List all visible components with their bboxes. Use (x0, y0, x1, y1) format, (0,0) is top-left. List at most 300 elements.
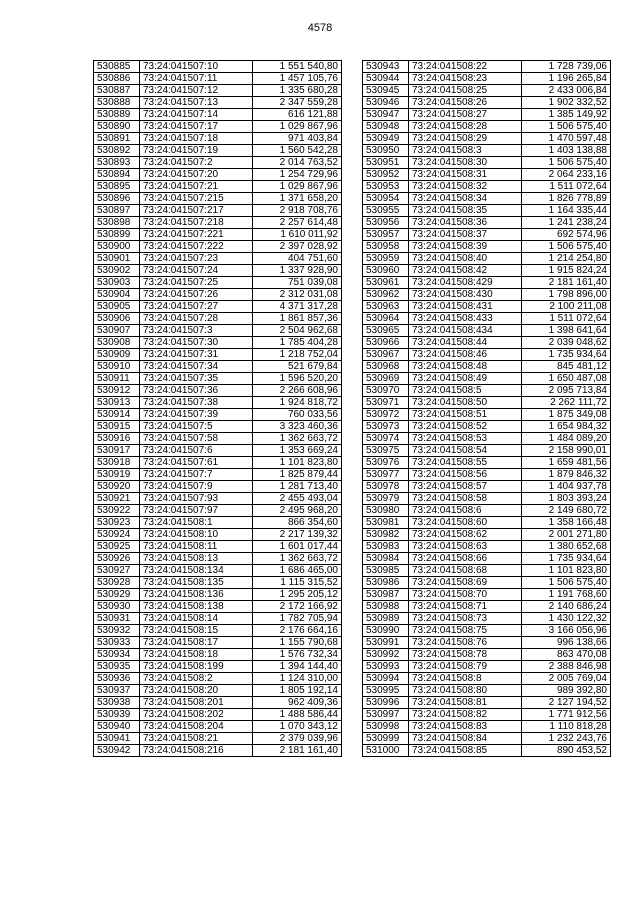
cadastral-number-cell: 73:24:041507:12 (140, 85, 253, 97)
cadastral-number-cell: 73:24:041508:134 (140, 565, 253, 577)
cadastral-value-cell: 2 176 664,16 (253, 625, 342, 637)
cadastral-number-cell: 73:24:041508:40 (409, 253, 522, 265)
record-number-cell: 530990 (363, 625, 409, 637)
cadastral-number-cell: 73:24:041508:2 (140, 673, 253, 685)
record-number-cell: 530930 (94, 601, 140, 613)
table-row (363, 481, 611, 493)
record-number-cell: 530888 (94, 97, 140, 109)
cadastral-value-cell: 1 371 658,20 (253, 193, 342, 205)
cadastral-number-cell: 73:24:041508:75 (409, 625, 522, 637)
cadastral-value-cell: 2 095 713,84 (522, 385, 611, 397)
cadastral-number-cell: 73:24:041508:6 (409, 505, 522, 517)
cadastral-value-cell: 616 121,88 (253, 109, 342, 121)
cadastral-number-cell: 73:24:041508:80 (409, 685, 522, 697)
record-number-cell: 530896 (94, 193, 140, 205)
cadastral-value-cell: 996 138,66 (522, 637, 611, 649)
cadastral-value-cell: 1 457 105,76 (253, 73, 342, 85)
cadastral-number-cell: 73:24:041508:62 (409, 529, 522, 541)
cadastral-number-cell: 73:24:041507:39 (140, 409, 253, 421)
cadastral-value-cell: 2 127 194,52 (522, 697, 611, 709)
cadastral-value-cell: 1 879 846,32 (522, 469, 611, 481)
table-row (363, 97, 611, 109)
record-number-cell: 530971 (363, 397, 409, 409)
cadastral-value-cell: 1 798 896,00 (522, 289, 611, 301)
table-row (363, 745, 611, 757)
cadastral-number-cell: 73:24:041507:217 (140, 205, 253, 217)
cadastral-number-cell: 73:24:041508:56 (409, 469, 522, 481)
record-number-cell: 530935 (94, 661, 140, 673)
record-number-cell: 530917 (94, 445, 140, 457)
table-row (363, 625, 611, 637)
cadastral-value-cell: 2 495 968,20 (253, 505, 342, 517)
record-number-cell: 530934 (94, 649, 140, 661)
table-row (94, 241, 342, 253)
table-row (363, 109, 611, 121)
cadastral-value-cell: 760 033,56 (253, 409, 342, 421)
cadastral-number-cell: 73:24:041508:138 (140, 601, 253, 613)
table-row (363, 361, 611, 373)
table-row (94, 661, 342, 673)
cadastral-number-cell: 73:24:041508:28 (409, 121, 522, 133)
cadastral-value-cell: 1 659 481,56 (522, 457, 611, 469)
cadastral-value-cell: 2 397 028,92 (253, 241, 342, 253)
record-number-cell: 530952 (363, 169, 409, 181)
record-number-cell: 530962 (363, 289, 409, 301)
record-number-cell: 530914 (94, 409, 140, 421)
record-number-cell: 530977 (363, 469, 409, 481)
cadastral-value-cell: 1 164 335,44 (522, 205, 611, 217)
record-number-cell: 530926 (94, 553, 140, 565)
cadastral-value-cell: 2 455 493,04 (253, 493, 342, 505)
cadastral-value-cell: 1 380 652,68 (522, 541, 611, 553)
table-row (363, 565, 611, 577)
cadastral-number-cell: 73:24:041508:15 (140, 625, 253, 637)
cadastral-value-cell: 1 735 934,64 (522, 553, 611, 565)
cadastral-number-cell: 73:24:041508:201 (140, 697, 253, 709)
cadastral-number-cell: 73:24:041508:5 (409, 385, 522, 397)
table-row (94, 145, 342, 157)
record-number-cell: 530909 (94, 349, 140, 361)
cadastral-number-cell: 73:24:041508:58 (409, 493, 522, 505)
cadastral-number-cell: 73:24:041507:97 (140, 505, 253, 517)
cadastral-number-cell: 73:24:041508:81 (409, 697, 522, 709)
cadastral-number-cell: 73:24:041508:10 (140, 529, 253, 541)
cadastral-number-cell: 73:24:041508:60 (409, 517, 522, 529)
table-row (363, 637, 611, 649)
cadastral-number-cell: 73:24:041507:221 (140, 229, 253, 241)
table-row (94, 85, 342, 97)
record-number-cell: 530985 (363, 565, 409, 577)
table-row (363, 409, 611, 421)
cadastral-number-cell: 73:24:041507:17 (140, 121, 253, 133)
cadastral-value-cell: 1 335 680,28 (253, 85, 342, 97)
cadastral-number-cell: 73:24:041508:46 (409, 349, 522, 361)
cadastral-value-cell: 521 679,84 (253, 361, 342, 373)
record-number-cell: 530910 (94, 361, 140, 373)
table-row (94, 493, 342, 505)
cadastral-value-cell: 1 915 824,24 (522, 265, 611, 277)
table-row (94, 361, 342, 373)
table-row (94, 253, 342, 265)
cadastral-value-cell: 2 172 166,92 (253, 601, 342, 613)
cadastral-number-cell: 73:24:041508:433 (409, 313, 522, 325)
table-row (363, 73, 611, 85)
record-number-cell: 530951 (363, 157, 409, 169)
cadastral-number-cell: 73:24:041507:31 (140, 349, 253, 361)
record-number-cell: 530900 (94, 241, 140, 253)
record-number-cell: 530904 (94, 289, 140, 301)
cadastral-value-cell: 1 029 867,96 (253, 121, 342, 133)
record-number-cell: 530956 (363, 217, 409, 229)
table-row (363, 589, 611, 601)
table-row (363, 697, 611, 709)
cadastral-number-cell: 73:24:041508:53 (409, 433, 522, 445)
table-row (94, 445, 342, 457)
record-number-cell: 530918 (94, 457, 140, 469)
table-row (94, 469, 342, 481)
record-number-cell: 530919 (94, 469, 140, 481)
table-row (363, 445, 611, 457)
cadastral-value-cell: 1 560 542,28 (253, 145, 342, 157)
record-number-cell: 530989 (363, 613, 409, 625)
table-row (363, 277, 611, 289)
cadastral-number-cell: 73:24:041507:9 (140, 481, 253, 493)
cadastral-number-cell: 73:24:041508:204 (140, 721, 253, 733)
table-row (363, 205, 611, 217)
record-number-cell: 530938 (94, 697, 140, 709)
record-number-cell: 530893 (94, 157, 140, 169)
cadastral-value-cell: 845 481,12 (522, 361, 611, 373)
cadastral-number-cell: 73:24:041508:11 (140, 541, 253, 553)
cadastral-value-cell: 1 353 669,24 (253, 445, 342, 457)
record-number-cell: 530976 (363, 457, 409, 469)
table-row (94, 97, 342, 109)
cadastral-value-cell: 1 241 238,24 (522, 217, 611, 229)
cadastral-value-cell: 1 735 934,64 (522, 349, 611, 361)
record-number-cell: 530890 (94, 121, 140, 133)
cadastral-number-cell: 73:24:041507:23 (140, 253, 253, 265)
table-row (94, 457, 342, 469)
cadastral-value-cell: 1 101 823,80 (522, 565, 611, 577)
table-row (94, 109, 342, 121)
record-number-cell: 530902 (94, 265, 140, 277)
cadastral-number-cell: 73:24:041507:18 (140, 133, 253, 145)
table-row (94, 313, 342, 325)
table-row (363, 325, 611, 337)
record-number-cell: 530994 (363, 673, 409, 685)
table-row (363, 145, 611, 157)
table-row (94, 61, 342, 73)
table-row (363, 673, 611, 685)
table-row (94, 397, 342, 409)
record-number-cell: 530945 (363, 85, 409, 97)
cadastral-number-cell: 73:24:041508:69 (409, 577, 522, 589)
table-row (363, 649, 611, 661)
cadastral-number-cell: 73:24:041508:216 (140, 745, 253, 757)
cadastral-number-cell: 73:24:041507:27 (140, 301, 253, 313)
table-row (363, 133, 611, 145)
table-row (363, 517, 611, 529)
cadastral-value-cell: 3 323 460,36 (253, 421, 342, 433)
table-row (363, 85, 611, 97)
cadastral-number-cell: 73:24:041508:1 (140, 517, 253, 529)
record-number-cell: 530998 (363, 721, 409, 733)
record-number-cell: 530950 (363, 145, 409, 157)
cadastral-value-cell: 2 149 680,72 (522, 505, 611, 517)
record-number-cell: 530921 (94, 493, 140, 505)
cadastral-number-cell: 73:24:041508:17 (140, 637, 253, 649)
cadastral-number-cell: 73:24:041507:28 (140, 313, 253, 325)
cadastral-number-cell: 73:24:041508:78 (409, 649, 522, 661)
record-number-cell: 530941 (94, 733, 140, 745)
cadastral-value-cell: 1 771 912,56 (522, 709, 611, 721)
cadastral-number-cell: 73:24:041508:32 (409, 181, 522, 193)
record-number-cell: 530944 (363, 73, 409, 85)
cadastral-value-cell: 2 181 161,40 (253, 745, 342, 757)
table-row (94, 745, 342, 757)
cadastral-value-cell: 1 214 254,80 (522, 253, 611, 265)
cadastral-number-cell: 73:24:041508:85 (409, 745, 522, 757)
table-row (94, 289, 342, 301)
cadastral-number-cell: 73:24:041508:73 (409, 613, 522, 625)
cadastral-value-cell: 1 902 332,52 (522, 97, 611, 109)
cadastral-value-cell: 971 403,84 (253, 133, 342, 145)
table-row (94, 349, 342, 361)
table-row (363, 349, 611, 361)
cadastral-value-cell: 2 217 139,32 (253, 529, 342, 541)
record-number-cell: 530895 (94, 181, 140, 193)
cadastral-value-cell: 2 504 962,68 (253, 325, 342, 337)
page-number: 4578 (307, 22, 333, 34)
cadastral-number-cell: 73:24:041508:79 (409, 661, 522, 673)
record-number-cell: 530892 (94, 145, 140, 157)
cadastral-value-cell: 2 140 686,24 (522, 601, 611, 613)
record-number-cell: 530932 (94, 625, 140, 637)
cadastral-number-cell: 73:24:041507:93 (140, 493, 253, 505)
table-row (94, 265, 342, 277)
table-row (94, 193, 342, 205)
table-row (94, 73, 342, 85)
cadastral-value-cell: 2 347 559,28 (253, 97, 342, 109)
record-number-cell: 530953 (363, 181, 409, 193)
table-row (363, 661, 611, 673)
cadastral-value-cell: 1 506 575,40 (522, 121, 611, 133)
record-number-cell: 530991 (363, 637, 409, 649)
table-row (363, 613, 611, 625)
cadastral-value-cell: 1 394 144,40 (253, 661, 342, 673)
cadastral-value-cell: 1 232 243,76 (522, 733, 611, 745)
cadastral-value-cell: 1 650 487,08 (522, 373, 611, 385)
cadastral-value-cell: 1 101 823,80 (253, 457, 342, 469)
cadastral-value-cell: 1 728 739,06 (522, 61, 611, 73)
cadastral-value-cell: 2 064 233,16 (522, 169, 611, 181)
record-number-cell: 530947 (363, 109, 409, 121)
cadastral-value-cell: 2 039 048,62 (522, 337, 611, 349)
cadastral-number-cell: 73:24:041508:135 (140, 577, 253, 589)
cadastral-value-cell: 989 392,80 (522, 685, 611, 697)
cadastral-number-cell: 73:24:041508:83 (409, 721, 522, 733)
cadastral-number-cell: 73:24:041507:13 (140, 97, 253, 109)
cadastral-value-cell: 2 388 846,98 (522, 661, 611, 673)
cadastral-value-cell: 2 257 614,48 (253, 217, 342, 229)
cadastral-value-cell: 1 825 879,44 (253, 469, 342, 481)
table-row (363, 541, 611, 553)
cadastral-number-cell: 73:24:041508:27 (409, 109, 522, 121)
table-row (363, 433, 611, 445)
cadastral-value-cell: 2 379 039,96 (253, 733, 342, 745)
record-number-cell: 530968 (363, 361, 409, 373)
cadastral-number-cell: 73:24:041508:14 (140, 613, 253, 625)
record-number-cell: 530957 (363, 229, 409, 241)
record-number-cell: 530920 (94, 481, 140, 493)
cadastral-value-cell: 1 110 818,28 (522, 721, 611, 733)
record-number-cell: 530911 (94, 373, 140, 385)
record-number-cell: 530961 (363, 277, 409, 289)
record-number-cell: 530980 (363, 505, 409, 517)
cadastral-number-cell: 73:24:041508:199 (140, 661, 253, 673)
cadastral-number-cell: 73:24:041507:218 (140, 217, 253, 229)
record-number-cell: 530898 (94, 217, 140, 229)
record-number-cell: 530969 (363, 373, 409, 385)
table-row (363, 553, 611, 565)
table-row (363, 181, 611, 193)
table-row (94, 301, 342, 313)
cadastral-value-cell: 1 601 017,44 (253, 541, 342, 553)
table-row (363, 721, 611, 733)
cadastral-value-cell: 1 924 818,72 (253, 397, 342, 409)
cadastral-number-cell: 73:24:041508:431 (409, 301, 522, 313)
record-number-cell: 530886 (94, 73, 140, 85)
cadastral-number-cell: 73:24:041508:20 (140, 685, 253, 697)
table-row (94, 505, 342, 517)
record-number-cell: 530925 (94, 541, 140, 553)
cadastral-value-cell: 866 354,60 (253, 517, 342, 529)
table-row (363, 505, 611, 517)
table-row (363, 169, 611, 181)
record-number-cell: 530988 (363, 601, 409, 613)
table-row (363, 601, 611, 613)
record-number-cell: 530955 (363, 205, 409, 217)
table-row (94, 697, 342, 709)
cadastral-number-cell: 73:24:041507:24 (140, 265, 253, 277)
cadastral-number-cell: 73:24:041507:25 (140, 277, 253, 289)
cadastral-number-cell: 73:24:041508:429 (409, 277, 522, 289)
table-row (94, 433, 342, 445)
table-row (94, 541, 342, 553)
record-number-cell: 530891 (94, 133, 140, 145)
cadastral-number-cell: 73:24:041508:68 (409, 565, 522, 577)
cadastral-number-cell: 73:24:041507:34 (140, 361, 253, 373)
record-number-cell: 530999 (363, 733, 409, 745)
table-row (94, 637, 342, 649)
record-number-cell: 530979 (363, 493, 409, 505)
record-number-cell: 530912 (94, 385, 140, 397)
cadastral-number-cell: 73:24:041508:3 (409, 145, 522, 157)
record-number-cell: 530972 (363, 409, 409, 421)
record-number-cell: 530996 (363, 697, 409, 709)
table-row (363, 337, 611, 349)
cadastral-value-cell: 1 488 586,44 (253, 709, 342, 721)
record-number-cell: 530992 (363, 649, 409, 661)
record-number-cell: 530963 (363, 301, 409, 313)
table-row (94, 157, 342, 169)
table-row (363, 61, 611, 73)
table-row (363, 121, 611, 133)
cadastral-value-cell: 3 166 056,96 (522, 625, 611, 637)
cadastral-value-cell: 1 191 768,60 (522, 589, 611, 601)
record-number-cell: 530974 (363, 433, 409, 445)
cadastral-value-cell: 1 295 205,12 (253, 589, 342, 601)
table-row (94, 577, 342, 589)
record-number-cell: 530928 (94, 577, 140, 589)
cadastral-number-cell: 73:24:041508:49 (409, 373, 522, 385)
table-row (363, 301, 611, 313)
cadastral-value-cell: 1 254 729,96 (253, 169, 342, 181)
record-number-cell: 530942 (94, 745, 140, 757)
record-number-cell: 530970 (363, 385, 409, 397)
table-row (94, 169, 342, 181)
cadastral-number-cell: 73:24:041508:434 (409, 325, 522, 337)
cadastral-value-cell: 1 861 857,36 (253, 313, 342, 325)
cadastral-number-cell: 73:24:041507:11 (140, 73, 253, 85)
cadastral-number-cell: 73:24:041508:44 (409, 337, 522, 349)
cadastral-value-cell: 2 918 708,76 (253, 205, 342, 217)
table-row (94, 481, 342, 493)
cadastral-value-cell: 1 506 575,40 (522, 241, 611, 253)
record-number-cell: 530949 (363, 133, 409, 145)
record-number-cell: 530984 (363, 553, 409, 565)
cadastral-number-cell: 73:24:041507:5 (140, 421, 253, 433)
table-row (363, 385, 611, 397)
record-number-cell: 530924 (94, 529, 140, 541)
table-row (363, 157, 611, 169)
cadastral-value-cell: 1 596 520,20 (253, 373, 342, 385)
table-row (363, 217, 611, 229)
cadastral-number-cell: 73:24:041507:222 (140, 241, 253, 253)
cadastral-number-cell: 73:24:041507:20 (140, 169, 253, 181)
cadastral-number-cell: 73:24:041508:50 (409, 397, 522, 409)
record-number-cell: 530939 (94, 709, 140, 721)
table-row (94, 589, 342, 601)
cadastral-value-cell: 1 403 138,88 (522, 145, 611, 157)
table-row (94, 685, 342, 697)
table-row (94, 649, 342, 661)
cadastral-number-cell: 73:24:041507:6 (140, 445, 253, 457)
cadastral-number-cell: 73:24:041508:31 (409, 169, 522, 181)
cadastral-value-cell: 1 785 404,28 (253, 337, 342, 349)
cadastral-number-cell: 73:24:041508:76 (409, 637, 522, 649)
table-row (94, 217, 342, 229)
cadastral-number-cell: 73:24:041508:35 (409, 205, 522, 217)
cadastral-value-cell: 2 158 990,01 (522, 445, 611, 457)
table-row (94, 553, 342, 565)
table-row (363, 733, 611, 745)
record-number-cell: 530922 (94, 505, 140, 517)
cadastral-number-cell: 73:24:041508:66 (409, 553, 522, 565)
record-number-cell: 530948 (363, 121, 409, 133)
cadastral-value-cell: 1 029 867,96 (253, 181, 342, 193)
cadastral-value-cell: 1 337 928,90 (253, 265, 342, 277)
cadastral-value-cell: 1 782 705,94 (253, 613, 342, 625)
cadastral-number-cell: 73:24:041508:52 (409, 421, 522, 433)
record-number-cell: 530986 (363, 577, 409, 589)
table-row (363, 289, 611, 301)
cadastral-number-cell: 73:24:041507:19 (140, 145, 253, 157)
cadastral-value-cell: 2 266 608,96 (253, 385, 342, 397)
cadastral-number-cell: 73:24:041508:54 (409, 445, 522, 457)
cadastral-value-cell: 751 039,08 (253, 277, 342, 289)
table-row (363, 685, 611, 697)
